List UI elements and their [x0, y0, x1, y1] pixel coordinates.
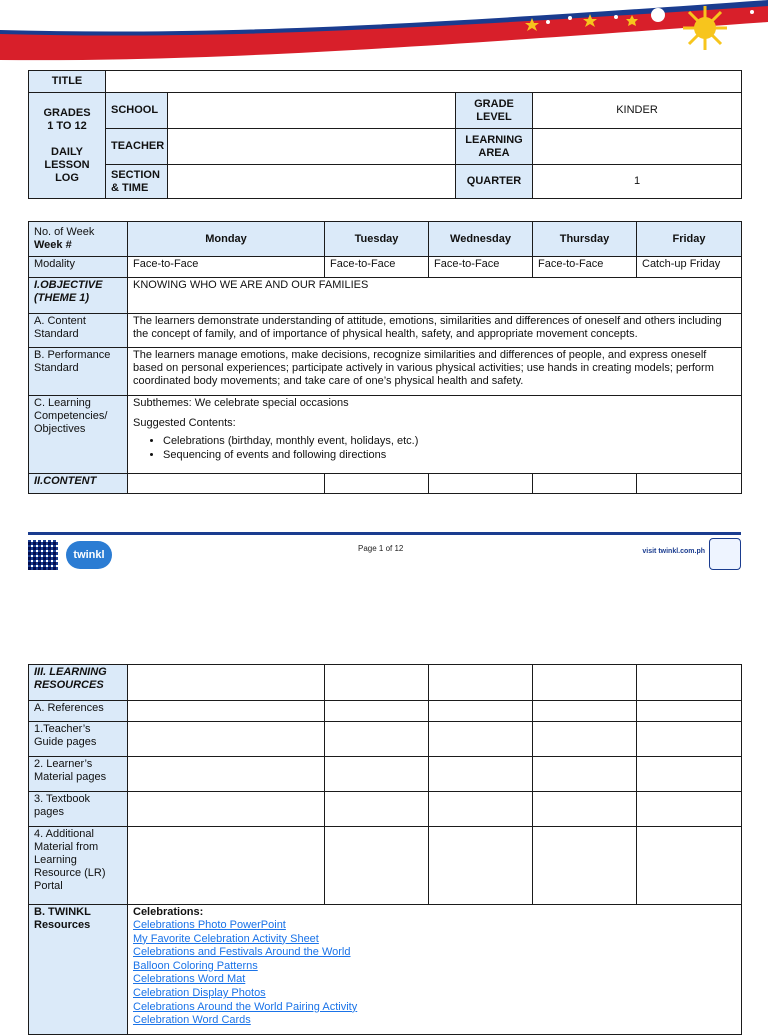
teacher-label: TEACHER [106, 129, 168, 165]
am-monday[interactable] [128, 827, 325, 905]
additional-material-label: 4. Additional Material from Learning Resource (LR) Portal [29, 827, 128, 905]
lm-thursday[interactable] [533, 757, 637, 792]
lm-wednesday[interactable] [429, 757, 533, 792]
footer-divider [28, 532, 741, 535]
competencies-label: C. Learning Competencies/ Objectives [29, 396, 128, 474]
day-monday: Monday [128, 222, 325, 257]
ref-thursday[interactable] [533, 701, 637, 722]
content-standard-value: The learners demonstrate understanding of attitude, emotions, similarities and differences of oneself and others including the concept of family, and of importance of physical health, safety, and appropriate movement concepts. [128, 314, 742, 348]
week-label: No. of Week Week # [29, 222, 128, 257]
objective-value: KNOWING WHO WE ARE AND OUR FAMILIES [128, 278, 742, 314]
twinkl-resources-label: B. TWINKL Resources [29, 905, 128, 1035]
am-friday[interactable] [637, 827, 742, 905]
modality-tuesday: Face-to-Face [325, 257, 429, 278]
resource-link[interactable]: My Favorite Celebration Activity Sheet [133, 932, 319, 945]
tb-monday[interactable] [128, 792, 325, 827]
content-wednesday[interactable] [429, 474, 533, 494]
teachers-guide-label: 1.Teacher’s Guide pages [29, 722, 128, 757]
content-tuesday[interactable] [325, 474, 429, 494]
tg-friday[interactable] [637, 722, 742, 757]
page-footer [28, 532, 741, 574]
resource-link[interactable]: Celebrations Word Mat [133, 973, 246, 986]
content-monday[interactable] [128, 474, 325, 494]
qr-code-icon [28, 540, 58, 570]
grade-level-value: KINDER [533, 93, 742, 129]
lr-friday[interactable] [637, 665, 742, 701]
suggested-contents-text: Suggested Contents: [133, 417, 236, 429]
ref-monday[interactable] [128, 701, 325, 722]
learning-resources-label: III. LEARNING RESOURCES [29, 665, 128, 701]
tg-thursday[interactable] [533, 722, 637, 757]
grades-label: GRADES 1 TO 12 DAILY LESSON LOG [29, 93, 106, 199]
am-wednesday[interactable] [429, 827, 533, 905]
content-standard-label: A. Content Standard [29, 314, 128, 348]
ref-tuesday[interactable] [325, 701, 429, 722]
quarter-value: 1 [533, 165, 742, 199]
references-label: A. References [29, 701, 128, 722]
school-value[interactable] [168, 93, 456, 129]
learning-area-label: LEARNING AREA [456, 129, 533, 165]
resource-link[interactable]: Celebrations Photo PowerPoint [133, 919, 286, 931]
resource-link[interactable]: Balloon Coloring Patterns [133, 959, 258, 972]
performance-standard-label: B. Performance Standard [29, 348, 128, 396]
tb-thursday[interactable] [533, 792, 637, 827]
twinkl-logo: twinkl [66, 541, 112, 569]
textbook-label: 3. Textbook pages [29, 792, 128, 827]
lr-monday[interactable] [128, 665, 325, 701]
resource-link[interactable]: Celebrations and Festivals Around the World [133, 946, 351, 959]
content-friday[interactable] [637, 474, 742, 494]
am-tuesday[interactable] [325, 827, 429, 905]
learners-material-label: 2. Learner’s Material pages [29, 757, 128, 792]
visit-link[interactable]: visit twinkl.com.ph [642, 548, 705, 555]
lr-thursday[interactable] [533, 665, 637, 701]
modality-thursday: Face-to-Face [533, 257, 637, 278]
section-value[interactable] [168, 165, 456, 199]
title-label: TITLE [29, 71, 106, 93]
twinkl-resources-value [128, 905, 742, 1035]
resource-link[interactable]: Celebration Display Photos [133, 986, 266, 999]
lm-monday[interactable] [128, 757, 325, 792]
tg-tuesday[interactable] [325, 722, 429, 757]
resource-link[interactable]: Celebrations Around the World Pairing Activity [133, 1000, 358, 1013]
lesson-days-table [28, 221, 742, 494]
celebrations-heading: Celebrations: [133, 906, 204, 918]
lr-tuesday[interactable] [325, 665, 429, 701]
lm-friday[interactable] [637, 757, 742, 792]
content-thursday[interactable] [533, 474, 637, 494]
lr-wednesday[interactable] [429, 665, 533, 701]
lesson-header-table [28, 70, 742, 199]
section-label: SECTION & TIME [106, 165, 168, 199]
sun-icon [683, 6, 727, 50]
tb-tuesday[interactable] [325, 792, 429, 827]
ref-friday[interactable] [637, 701, 742, 722]
ref-wednesday[interactable] [429, 701, 533, 722]
subthemes-text: Subthemes: We celebrate special occasions [133, 397, 349, 409]
page-number: Page 1 of 12 [358, 544, 404, 553]
lm-tuesday[interactable] [325, 757, 429, 792]
tg-wednesday[interactable] [429, 722, 533, 757]
day-tuesday: Tuesday [325, 222, 429, 257]
objective-label: I.OBJECTIVE (THEME 1) [29, 278, 128, 314]
day-wednesday: Wednesday [429, 222, 533, 257]
header-banner [0, 0, 768, 64]
learning-area-value[interactable] [533, 129, 742, 165]
tg-monday[interactable] [128, 722, 325, 757]
competencies-value [128, 396, 742, 474]
performance-standard-value: The learners manage emotions, make decisions, recognize similarities and differences of people, and express oneself based on personal experiences; participate actively in various physical activities; use hands in creating models; perform coordinated body movements; and take care of one’s physical health and safety. [128, 348, 742, 396]
list-item: • Celebrations (birthday, monthly event, holidays, etc.) [163, 434, 736, 448]
am-thursday[interactable] [533, 827, 637, 905]
quarter-label: QUARTER [456, 165, 533, 199]
tb-wednesday[interactable] [429, 792, 533, 827]
learning-resources-table [28, 664, 742, 1035]
tb-friday[interactable] [637, 792, 742, 827]
teacher-value[interactable] [168, 129, 456, 165]
modality-label: Modality [29, 257, 128, 278]
resource-link[interactable]: Celebration Word Cards [133, 1014, 251, 1027]
grade-level-label: GRADE LEVEL [456, 93, 533, 129]
modality-wednesday: Face-to-Face [429, 257, 533, 278]
modality-friday: Catch-up Friday [637, 257, 742, 278]
approved-badge-icon [709, 538, 741, 570]
day-friday: Friday [637, 222, 742, 257]
modality-monday: Face-to-Face [128, 257, 325, 278]
day-thursday: Thursday [533, 222, 637, 257]
title-value[interactable] [106, 71, 742, 93]
suggested-contents-list [133, 434, 736, 462]
list-item: • Sequencing of events and following directions [163, 448, 736, 462]
content-label: II.CONTENT [29, 474, 128, 494]
school-label: SCHOOL [106, 93, 168, 129]
